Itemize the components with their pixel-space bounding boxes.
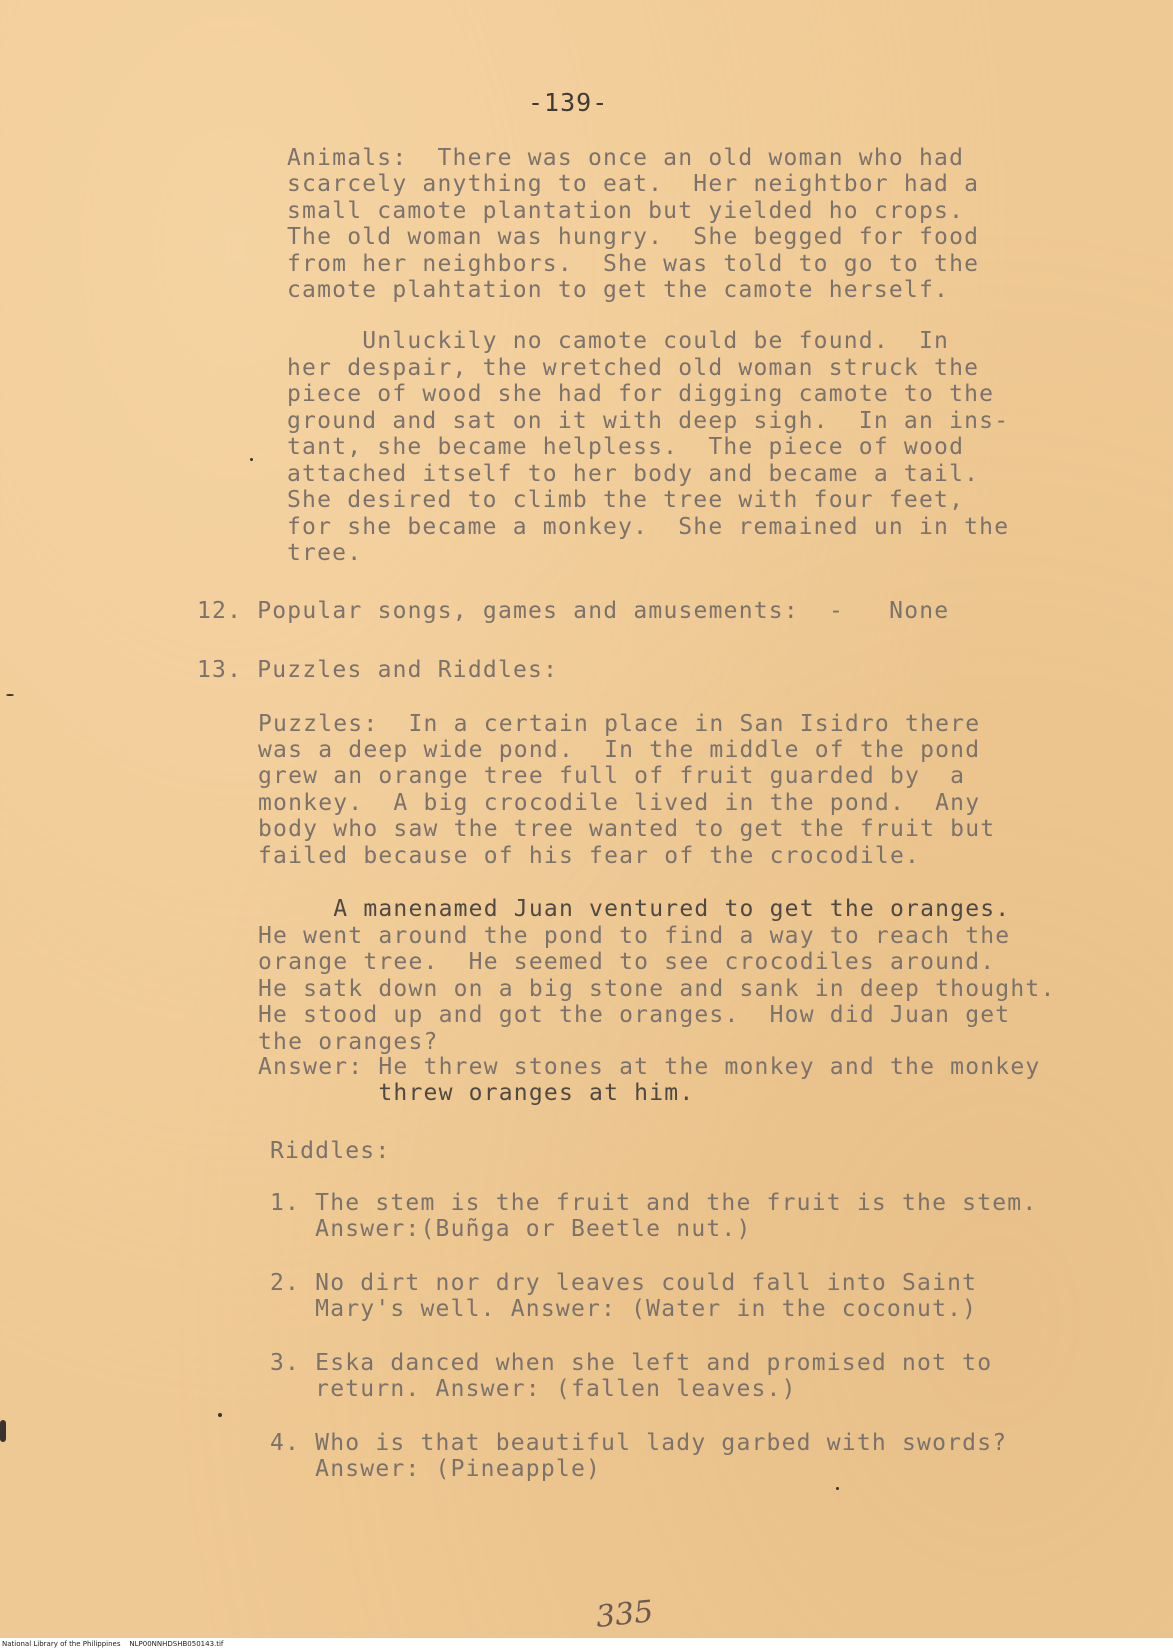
text-line: her despair, the wretched old woman struck the [287,355,980,381]
riddle-answer: Answer: (Pineapple) [270,1456,602,1482]
text-line: A manenamed Juan ventured to get the oranges. [258,896,1011,922]
text-line: for she became a monkey. She remained un in the [287,514,1010,540]
text-line: camote plahtation to get the camote herself. [287,277,950,303]
riddle-answer: Mary's well. Answer: (Water in the coconut.) [270,1296,978,1322]
section-13-heading: 13. Puzzles and Riddles: [197,657,559,683]
scan-mark [6,694,14,696]
text-line: Animals: There was once an old woman who had [287,145,965,171]
text-line: was a deep wide pond. In the middle of the pond [258,737,981,763]
scan-mark [218,1413,222,1417]
scan-footer: National Library of the Philippines NLP00NNHDSHB050143.tif [0,1638,1173,1650]
text-line: body who saw the tree wanted to get the fruit but [258,816,996,842]
riddle-question: 1. The stem is the fruit and the fruit is the stem. [270,1190,1038,1216]
scan-mark [250,458,253,461]
text-line: tant, she became helpless. The piece of wood [287,434,965,460]
text-line: grew an orange tree full of fruit guarded by a [258,763,966,789]
riddle-question: 3. Eska danced when she left and promised not to [270,1350,993,1376]
text-line: monkey. A big crocodile lived in the pond. Any [258,790,981,816]
riddle-answer: Answer:(Buñga or Beetle nut.) [270,1216,752,1242]
text-line: piece of wood she had for digging camote to the [287,381,995,407]
text-line: He went around the pond to find a way to reach the [258,923,1011,949]
text-line: attached itself to her body and became a tail. [287,461,980,487]
riddle-answer: return. Answer: (fallen leaves.) [270,1376,797,1402]
handwritten-page-number: 335 [594,1594,655,1635]
scan-mark [0,1420,6,1442]
text-line: She desired to climb the tree with four feet, [287,487,965,513]
scan-mark [836,1487,839,1490]
text-line: failed because of his fear of the crocodile. [258,843,921,869]
text-line: orange tree. He seemed to see crocodiles around. [258,949,996,975]
text-line: scarcely anything to eat. Her neightbor had a [287,171,980,197]
text-line: The old woman was hungry. She begged for food [287,224,980,250]
page-number: -139- [528,88,609,117]
riddle-question: 2. No dirt nor dry leaves could fall into Saint [270,1270,978,1296]
text-line: tree. [287,540,363,566]
answer-line: threw oranges at him. [258,1080,695,1106]
text-line: from her neighbors. She was told to go to the [287,251,980,277]
text-line: small camote plantation but yielded ho crops. [287,198,965,224]
section-12-heading: 12. Popular songs, games and amusements: - None [197,598,950,624]
riddles-heading: Riddles: [270,1138,391,1164]
text-line: Puzzles: In a certain place in San Isidro there [258,711,981,737]
riddle-question: 4. Who is that beautiful lady garbed with swords? [270,1430,1008,1456]
text-line: He satk down on a big stone and sank in deep thought. [258,976,1056,1002]
text-line: Unluckily no camote could be found. In [287,328,950,354]
text-line: He stood up and got the oranges. How did Juan get [258,1002,1011,1028]
answer-line: Answer: He threw stones at the monkey and the monkey [258,1054,1041,1080]
text-line: ground and sat on it with deep sigh. In an ins- [287,408,1010,434]
text-line: the oranges? [258,1029,439,1055]
